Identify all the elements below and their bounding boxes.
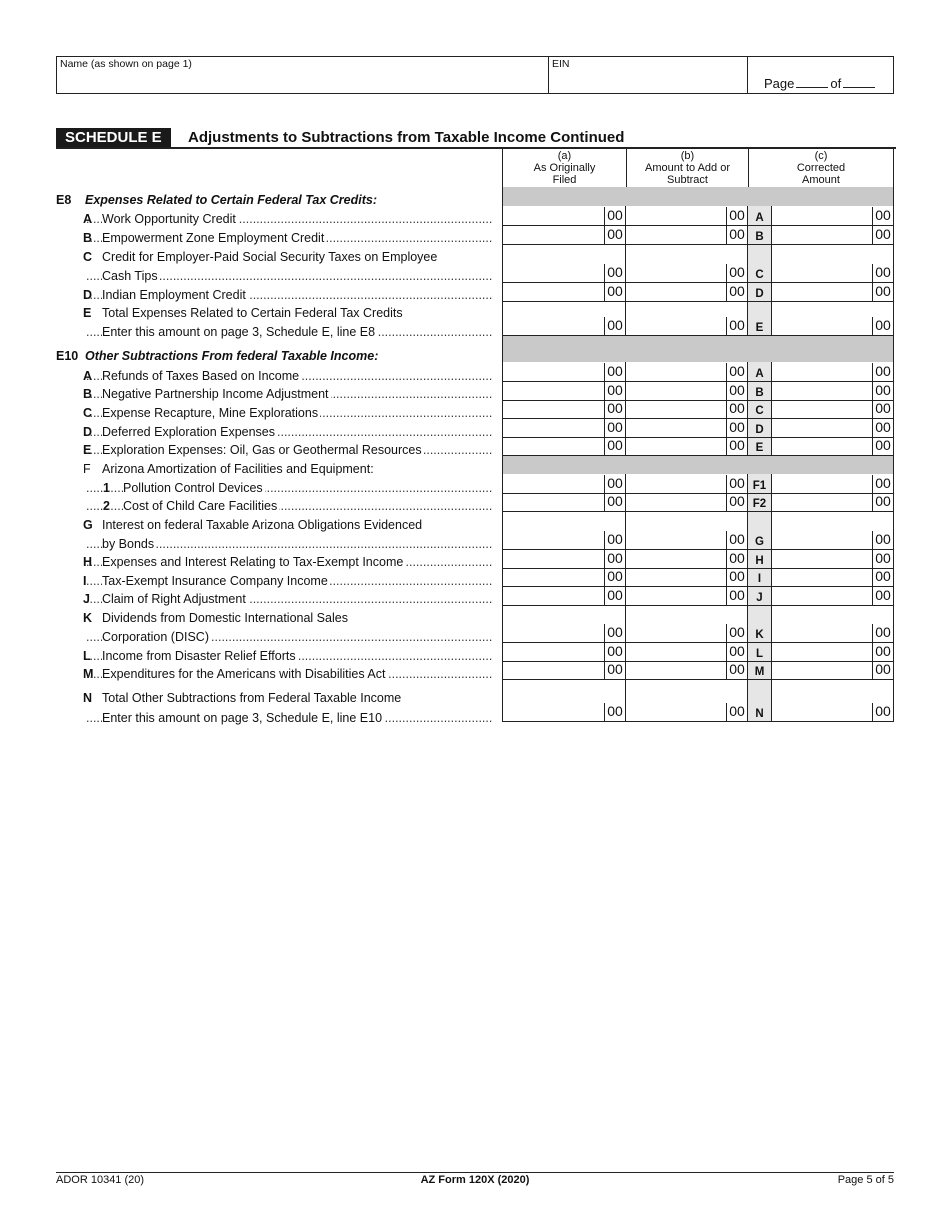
footer-rule [56,1172,894,1173]
line-code: G [755,536,764,548]
column-header-c [748,149,894,187]
line-letter: C [83,406,93,420]
amount-adjust-input[interactable] [626,283,748,301]
amount-original-input[interactable] [502,401,626,418]
cents-box: 00 [604,661,625,679]
shaded-row-e10 [502,336,894,362]
e8-row-c [502,245,894,283]
e10-line-k-label-top [83,610,492,627]
page-label: Page [764,76,795,91]
line-text-first: Interest on federal Taxable Arizona Obligations Evidenced [102,518,423,532]
amount-corrected-input[interactable] [772,401,894,418]
e10-line-j-label [83,591,492,608]
e10-line-n-label [83,710,492,727]
column-b-line2: Subtract [667,174,708,186]
e10-line-f-label [83,461,492,478]
e10-line-a-label [83,368,492,385]
line-code: B [755,231,764,243]
e10-line-l-label [83,648,492,665]
line-code-cell [748,512,772,549]
line-letter: C [83,250,93,264]
line-code-cell [748,283,772,301]
e10-row-a [502,362,894,382]
amount-corrected-input[interactable] [772,245,894,282]
line-code-cell [748,474,772,493]
line-text: Deferred Exploration Expenses [102,425,276,439]
line-code: M [754,666,765,678]
line-text: Pollution Control Devices [123,481,263,495]
amount-corrected-input[interactable] [772,419,894,437]
cents-box: 00 [872,587,893,605]
line-letter: 2 [103,499,110,513]
cents-box: 00 [604,703,625,721]
e10-line-g-label-top [83,517,492,534]
cents-box: 00 [872,661,893,679]
cents-box: 00 [872,624,893,642]
e10-line-d-label [83,424,492,441]
line-code-cell [748,550,772,568]
cents-box: 00 [872,475,893,493]
line-letter: B [83,231,93,245]
amount-corrected-input[interactable] [772,606,894,642]
cents-box: 00 [604,493,625,511]
cents-box: 00 [726,400,747,418]
cents-box: 00 [872,283,893,301]
amount-corrected-input[interactable] [772,382,894,400]
amount-corrected-input[interactable] [772,569,894,586]
page-number-field [748,57,893,93]
cents-box: 00 [872,363,893,381]
e8-line-c-label-top [83,249,492,266]
line-code: H [755,555,764,567]
amount-adjust-input[interactable] [626,512,748,549]
column-header-b [626,149,748,187]
amount-adjust-input[interactable] [626,662,748,679]
ein-field[interactable] [549,57,748,93]
amount-adjust-input[interactable] [626,680,748,721]
cents-box: 00 [872,226,893,244]
e10-line-c-label [83,405,492,422]
line-code: A [755,368,764,380]
cents-box: 00 [872,264,893,282]
amount-corrected-input[interactable] [772,494,894,511]
line-code: K [755,629,764,641]
amount-adjust-input[interactable] [626,643,748,661]
amount-original-input[interactable] [502,362,626,381]
amount-adjust-input[interactable] [626,494,748,511]
cents-box: 00 [872,437,893,455]
amount-adjust-input[interactable] [626,550,748,568]
cents-box: 00 [872,703,893,721]
amount-corrected-input[interactable] [772,680,894,721]
line-letter: N [83,691,93,705]
amount-corrected-input[interactable] [772,587,894,605]
e8-line-b-label [83,230,492,247]
e10-row-h [502,550,894,569]
cents-box: 00 [872,493,893,511]
line-code-cell [748,494,772,511]
e10-row-m [502,662,894,680]
line-letter: G [83,518,93,532]
line-code: E [755,322,764,334]
column-a-line1: As Originally [533,162,596,174]
amount-original-input[interactable] [502,606,626,642]
line-code-cell [748,606,772,642]
amount-corrected-input[interactable] [772,438,894,455]
line-code: N [755,708,764,720]
e10-row-c [502,401,894,419]
taxpayer-header-box [56,56,894,94]
cents-box: 00 [726,587,747,605]
line-code: B [755,387,764,399]
cents-box: 00 [726,531,747,549]
line-code-cell [748,643,772,661]
amount-original-input[interactable] [502,550,626,568]
e10-row-d [502,419,894,438]
amount-corrected-input[interactable] [772,362,894,381]
cents-box: 00 [726,475,747,493]
amount-original-input[interactable] [502,587,626,605]
cents-box: 00 [726,643,747,661]
line-code-cell [748,226,772,244]
e10-line-b-label [83,386,492,403]
line-code-cell [748,206,772,225]
e8-row-a [502,206,894,226]
cents-box: 00 [604,550,625,568]
column-b-letter: (b) [680,150,695,162]
column-c-line2: Amount [802,174,840,186]
cents-box: 00 [872,400,893,418]
line-text: Negative Partnership Income Adjustment [102,387,329,401]
cents-box: 00 [604,643,625,661]
cents-box: 00 [726,226,747,244]
e8-row-b [502,226,894,245]
amount-corrected-input[interactable] [772,226,894,244]
cents-box: 00 [726,264,747,282]
name-label: Name (as shown on page 1) [60,58,192,70]
line-letter: F [83,462,91,476]
line-text-first: Total Expenses Related to Certain Federal Tax Credits [102,306,403,320]
e10-row-e [502,438,894,456]
line-code: F1 [752,480,767,492]
schedule-title: Adjustments to Subtractions from Taxable Income Continued [188,129,625,146]
line-text-first: Total Other Subtractions from Federal Taxable Income [102,691,402,705]
amount-original-input[interactable] [502,283,626,301]
e8-row-d [502,283,894,302]
amount-original-input[interactable] [502,643,626,661]
e10-row-f2 [502,494,894,512]
line-text-first: Credit for Employer-Paid Social Security Taxes on Employee [102,250,438,264]
line-letter: K [83,611,93,625]
line-letter: A [83,212,93,226]
e10-row-g [502,512,894,550]
amount-corrected-input[interactable] [772,512,894,549]
cents-box: 00 [604,531,625,549]
section-e8-title: Expenses Related to Certain Federal Tax Credits: [85,193,377,207]
section-e8-code: E8 [56,193,72,207]
line-text: Enter this amount on page 3, Schedule E, line E10 [102,711,383,725]
e10-line-k-label [83,629,492,646]
cents-box: 00 [604,419,625,437]
line-code: C [755,405,764,417]
e8-line-d-label [83,287,492,304]
amount-corrected-input[interactable] [772,283,894,301]
line-code: D [755,288,764,300]
cents-box: 00 [726,317,747,335]
column-a-line2: Filed [552,174,577,186]
line-text: Cash Tips [102,269,158,283]
page-total-input[interactable] [843,77,875,88]
amount-original-input[interactable] [502,662,626,679]
ein-label: EIN [552,58,570,70]
amount-adjust-input[interactable] [626,245,748,282]
cents-box: 00 [872,568,893,586]
line-code: C [755,269,764,281]
line-text-first: Dividends from Domestic International Sales [102,611,348,625]
line-code: D [755,424,764,436]
e10-line-1-label [83,480,492,497]
amount-adjust-input[interactable] [626,419,748,437]
line-text: by Bonds [102,537,155,551]
amount-original-input[interactable] [502,569,626,586]
shaded-row-e8 [502,187,894,206]
line-code: F2 [752,498,767,510]
amount-corrected-input[interactable] [772,643,894,661]
e8-line-e-label [83,324,492,341]
e10-line-e-label [83,442,492,459]
line-text: Empowerment Zone Employment Credit [102,231,325,245]
cents-box: 00 [726,703,747,721]
of-label: of [830,76,842,91]
amount-original-input[interactable] [502,382,626,400]
cents-box: 00 [726,437,747,455]
line-code: A [755,212,764,224]
line-code-cell [748,680,772,721]
line-letter: D [83,288,93,302]
line-text: Expenditures for the Americans with Disabilities Act [102,667,386,681]
e10-row-f1 [502,474,894,494]
e8-line-e-label-top [83,305,492,322]
amount-adjust-input[interactable] [626,474,748,493]
cents-box: 00 [604,363,625,381]
line-letter: L [83,649,91,663]
amount-original-input[interactable] [502,494,626,511]
column-b-line1: Amount to Add or [645,162,730,174]
amount-original-input[interactable] [502,680,626,721]
cents-box: 00 [604,264,625,282]
line-letter: D [83,425,93,439]
cents-box: 00 [604,207,625,225]
name-field[interactable] [57,57,549,93]
line-letter: M [83,667,94,681]
footer-page-number: Page 5 of 5 [837,1174,894,1186]
e8-line-a-label [83,211,492,228]
line-letter: E [83,443,92,457]
cents-box: 00 [726,624,747,642]
line-code-cell [748,245,772,282]
e10-row-i [502,569,894,587]
amount-adjust-input[interactable] [626,438,748,455]
line-letter: B [83,387,93,401]
footer-form-number: ADOR 10341 (20) [56,1174,145,1186]
cents-box: 00 [872,317,893,335]
cents-box: 00 [604,587,625,605]
cents-box: 00 [726,550,747,568]
e10-row-b [502,382,894,401]
page-number-input[interactable] [796,77,828,88]
cents-box: 00 [604,283,625,301]
line-text: Indian Employment Credit [102,288,246,302]
line-code-cell [748,569,772,586]
cents-box: 00 [872,207,893,225]
e10-row-j [502,587,894,606]
line-text: Exploration Expenses: Oil, Gas or Geothermal Resources [102,443,422,457]
cents-box: 00 [604,624,625,642]
amount-adjust-input[interactable] [626,302,748,335]
e10-row-l [502,643,894,662]
line-text: Work Opportunity Credit [102,212,236,226]
line-code-cell [748,419,772,437]
cents-box: 00 [726,207,747,225]
e10-line-n-label-top [83,690,492,707]
amount-adjust-input[interactable] [626,226,748,244]
cents-box: 00 [726,568,747,586]
amount-original-input[interactable] [502,226,626,244]
line-text: Claim of Right Adjustment [102,592,246,606]
line-text: Expense Recapture, Mine Explorations [102,406,319,420]
cents-box: 00 [872,419,893,437]
cents-box: 00 [726,283,747,301]
cents-box: 00 [726,363,747,381]
e10-line-g-label [83,536,492,553]
amount-original-input[interactable] [502,512,626,549]
section-e10-title: Other Subtractions From federal Taxable Income: [85,349,379,363]
cents-box: 00 [604,568,625,586]
line-code-cell [748,662,772,679]
line-text: Refunds of Taxes Based on Income [102,369,300,383]
line-text: Expenses and Interest Relating to Tax-Exempt Income [102,555,404,569]
line-code-cell [748,438,772,455]
line-text: Tax-Exempt Insurance Company Income [102,574,328,588]
cents-box: 00 [604,475,625,493]
line-letter: J [83,592,90,606]
amount-adjust-input[interactable] [626,206,748,225]
cents-box: 00 [604,437,625,455]
amount-adjust-input[interactable] [626,569,748,586]
column-c-letter: (c) [814,150,828,162]
column-c-line1: Corrected [796,162,846,174]
cents-box: 00 [604,382,625,400]
e10-line-2-label [83,498,492,515]
line-code: E [755,442,764,454]
line-code-cell [748,587,772,605]
e10-row-n [502,680,894,722]
line-code: J [756,592,763,604]
amount-adjust-input[interactable] [626,401,748,418]
amount-original-input[interactable] [502,206,626,225]
cents-box: 00 [872,531,893,549]
cents-box: 00 [726,382,747,400]
line-code: L [755,648,764,660]
e10-line-m-label [83,666,492,683]
line-code-cell [748,302,772,335]
schedule-badge: SCHEDULE E [56,128,171,147]
amount-corrected-input[interactable] [772,662,894,679]
line-text: Corporation (DISC) [102,630,209,644]
cents-box: 00 [604,400,625,418]
amount-adjust-input[interactable] [626,362,748,381]
column-header-a [502,149,626,187]
line-code-cell [748,382,772,400]
amount-original-input[interactable] [502,438,626,455]
e10-row-k [502,606,894,643]
cents-box: 00 [726,493,747,511]
cents-box: 00 [872,382,893,400]
line-code-cell [748,401,772,418]
amount-original-input[interactable] [502,419,626,437]
amount-corrected-input[interactable] [772,206,894,225]
line-text: Enter this amount on page 3, Schedule E, line E8 [102,325,376,339]
shaded-row-f [502,456,894,474]
cents-box: 00 [726,661,747,679]
line-letter: E [83,306,92,320]
e10-line-i-label [83,573,492,590]
line-letter: 1 [103,481,110,495]
footer-form-name: AZ Form 120X (2020) [420,1174,530,1186]
line-code: I [757,573,762,585]
line-letter: A [83,369,93,383]
line-letter: H [83,555,93,569]
amount-corrected-input[interactable] [772,550,894,568]
amount-original-input[interactable] [502,474,626,493]
amount-adjust-input[interactable] [626,587,748,605]
cents-box: 00 [872,550,893,568]
amount-adjust-input[interactable] [626,606,748,642]
line-text: Arizona Amortization of Facilities and Equipment: [102,462,374,476]
cents-box: 00 [604,226,625,244]
amount-corrected-input[interactable] [772,302,894,335]
section-e10-heading [56,349,379,363]
e8-row-e [502,302,894,336]
line-text: Cost of Child Care Facilities [123,499,278,513]
cents-box: 00 [604,317,625,335]
line-code-cell [748,362,772,381]
amount-adjust-input[interactable] [626,382,748,400]
e8-line-c-label [83,268,492,285]
section-e10-code: E10 [56,349,79,363]
line-letter: I [83,574,87,588]
amount-original-input[interactable] [502,302,626,335]
line-text: Income from Disaster Relief Efforts [102,649,296,663]
cents-box: 00 [726,419,747,437]
amount-original-input[interactable] [502,245,626,282]
e10-line-h-label [83,554,492,571]
section-e8-heading [56,193,377,207]
column-a-letter: (a) [557,150,572,162]
cents-box: 00 [872,643,893,661]
amount-corrected-input[interactable] [772,474,894,493]
